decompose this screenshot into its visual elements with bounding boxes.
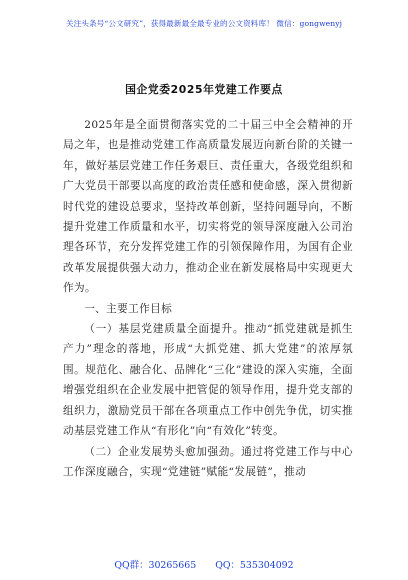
document-body xyxy=(63,115,353,482)
promo-banner: 关注头条号“公文研究”，获得最新最全最专业的公文资料库！ 微信：gongwenyj xyxy=(65,19,343,28)
section-heading-main-goals: 一、主要工作目标 xyxy=(84,302,173,315)
goal-item-2: （二）企业发展势头愈加强劲。通过将党建工作与中心工作深度融合，实现“党建链”赋能“发展链”，推动 xyxy=(63,445,353,478)
footer-contact xyxy=(0,557,408,571)
goal-item-1: （一）基层党建质量全面提升。推动“抓党建就是抓生产力”理念的落地，形成“大抓党建、抓大党建”的浓厚氛围。规范化、融合化、品牌化“三化”建设的深入实施，全面增强党组织在企业发展中把管促的领导作用，提升党支部的组织力，激励党员干部在各项重点工作中创先争优，切实推动基层党建工作从“有形化”向“有效化”转变。 xyxy=(63,323,353,438)
intro-paragraph: 2025年是全面贯彻落实党的二十届三中全会精神的开局之年，也是推动党建工作高质量发展迈向新台阶的关键一年，做好基层党建工作任务艰巨、责任重大，各级党组织和广大党员干部要以高度的政治责任感和使命感，深入贯彻新时代党的建设总要求，坚持改革创新，坚持问题导向，不断提升党建工作质量和水平，切实将党的领导深度融入公司治理各环节，充分发挥党建工作的引领保障作用，为国有企业改革发展提供强大动力，推动企业在新发展格局中实现更大作为。 xyxy=(63,119,353,295)
document-title: 国企党委2025年党建工作要点 xyxy=(125,83,283,96)
qq-group-number: QQ群：30265665 xyxy=(114,560,197,571)
qq-number: QQ：535304092 xyxy=(215,560,294,571)
